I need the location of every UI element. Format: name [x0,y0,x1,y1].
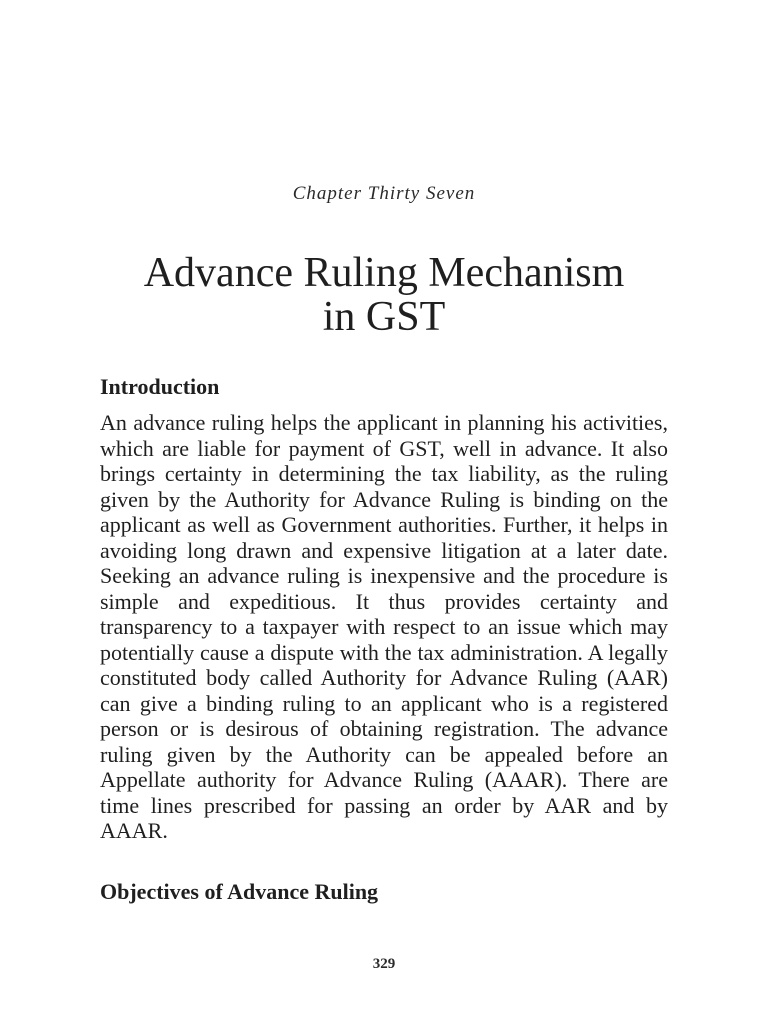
page-number: 329 [372,956,396,972]
chapter-label: Chapter Thirty Seven [292,183,476,204]
chapter-title-line-1: Advance Ruling Mechanism [143,250,625,296]
section-heading-objectives: Objectives of Advance Ruling [100,879,379,904]
chapter-title-line-2: in GST [322,294,446,340]
section-heading-introduction: Introduction [100,374,220,399]
chapter-title [0,251,768,339]
introduction-paragraph: An advance ruling helps the applicant in planning his activities, which are liable for payment of GST, well in advance. It also brings certainty in determining the tax liability, as the ruling given by the Authority for Advance Ruling is binding on the applicant as well as Government authorities. Further, it helps in avoiding long drawn and expensive litigation at a later date. Seeking an advance ruling is inexpensive and the procedure is simple and expeditious. It thus provides certainty and transparency to a taxpayer with respect to an issue which may potentially cause a dispute with the tax administration. A legally constituted body called Authority for Advance Ruling (AAR) can give a binding ruling to an applicant who is a registered person or is desirous of obtaining registration. The advance ruling given by the Authority can be appealed before an Appellate authority for Advance Ruling (AAAR). There are time lines prescribed for passing an order by AAR and by AAAR. [100,410,668,843]
